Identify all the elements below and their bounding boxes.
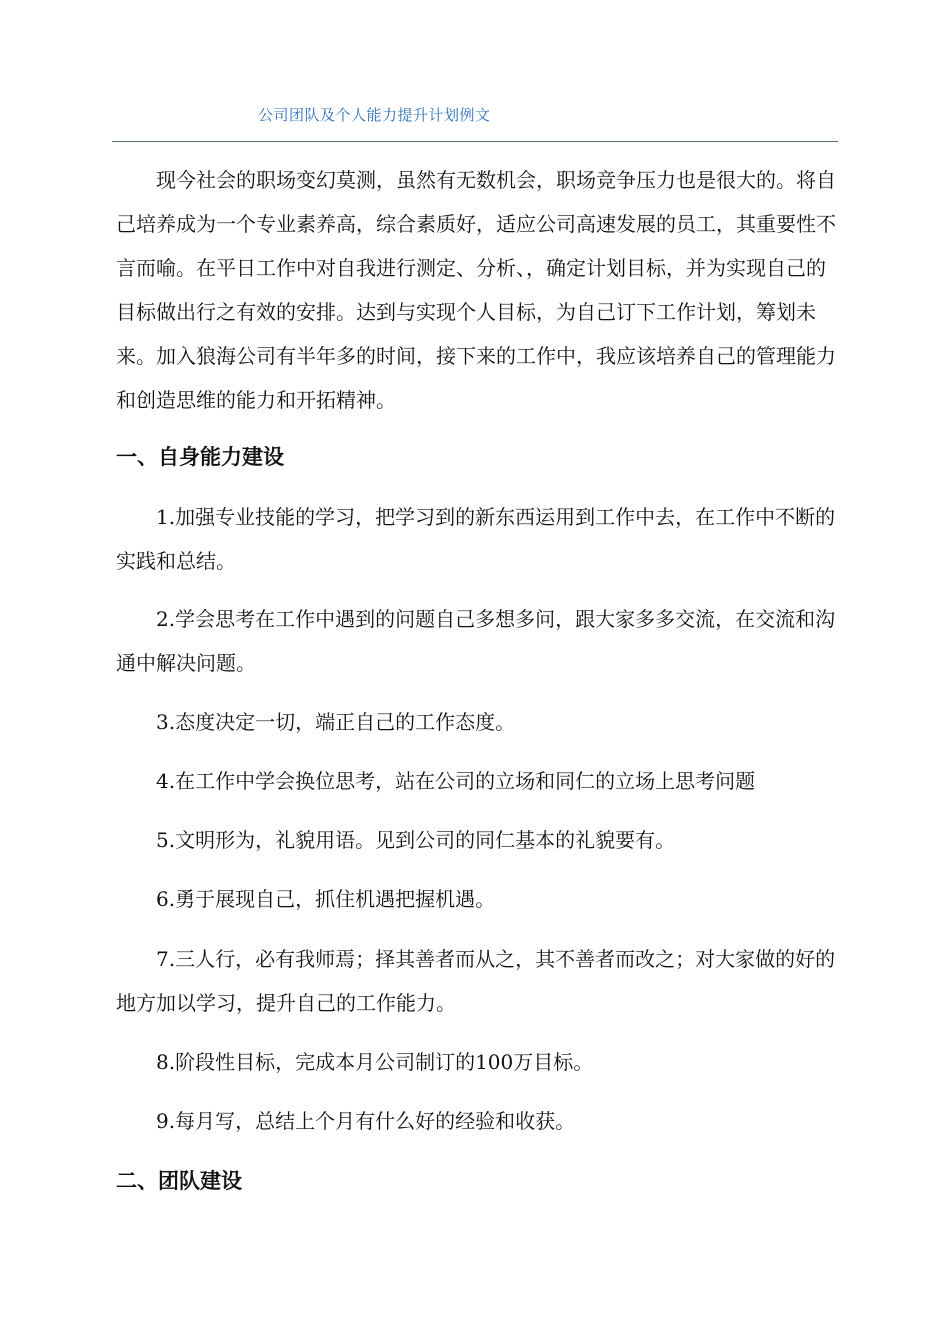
list-item: 1.加强专业技能的学习，把学习到的新东西运用到工作中去，在工作中不断的实践和总结。 — [116, 505, 836, 573]
list-item: 2.学会思考在工作中遇到的问题自己多想多问，跟大家多多交流，在交流和沟通中解决问题。 — [116, 607, 836, 675]
list-item: 7.三人行，必有我师焉；择其善者而从之，其不善者而改之；对大家做的好的地方加以学习，提升自己的工作能力。 — [116, 947, 836, 1015]
section-heading-self-ability: 一、自身能力建设 — [116, 445, 284, 469]
list-item: 6.勇于展现自己，抓住机遇把握机遇。 — [156, 887, 496, 911]
list-item: 8.阶段性目标，完成本月公司制订的100万目标。 — [156, 1050, 594, 1074]
header-divider — [112, 141, 838, 142]
list-item: 4.在工作中学会换位思考，站在公司的立场和同仁的立场上思考问题 — [156, 769, 756, 793]
list-item: 5.文明形为，礼貌用语。见到公司的同仁基本的礼貌要有。 — [156, 828, 676, 852]
intro-paragraph: 现今社会的职场变幻莫测，虽然有无数机会，职场竞争压力也是很大的。将自己培养成为一个专业素养高，综合素质好，适应公司高速发展的员工，其重要性不言而喻。在平日工作中对自我进行测定、分析、，确定计划目标，并为实现自己的目标做出行之有效的安排。达到与实现个人目标，为自己订下工作计划，筹划未来。加入狼海公司有半年多的时间，接下来的工作中，我应该培养自己的管理能力和创造思维的能力和开拓精神。 — [116, 168, 836, 412]
list-item: 9.每月写，总结上个月有什么好的经验和收获。 — [156, 1109, 576, 1133]
running-header: 公司团队及个人能力提升计划例文 — [258, 106, 491, 124]
list-item: 3.态度决定一切，端正自己的工作态度。 — [156, 710, 516, 734]
section-heading-team: 二、团队建设 — [116, 1169, 242, 1193]
